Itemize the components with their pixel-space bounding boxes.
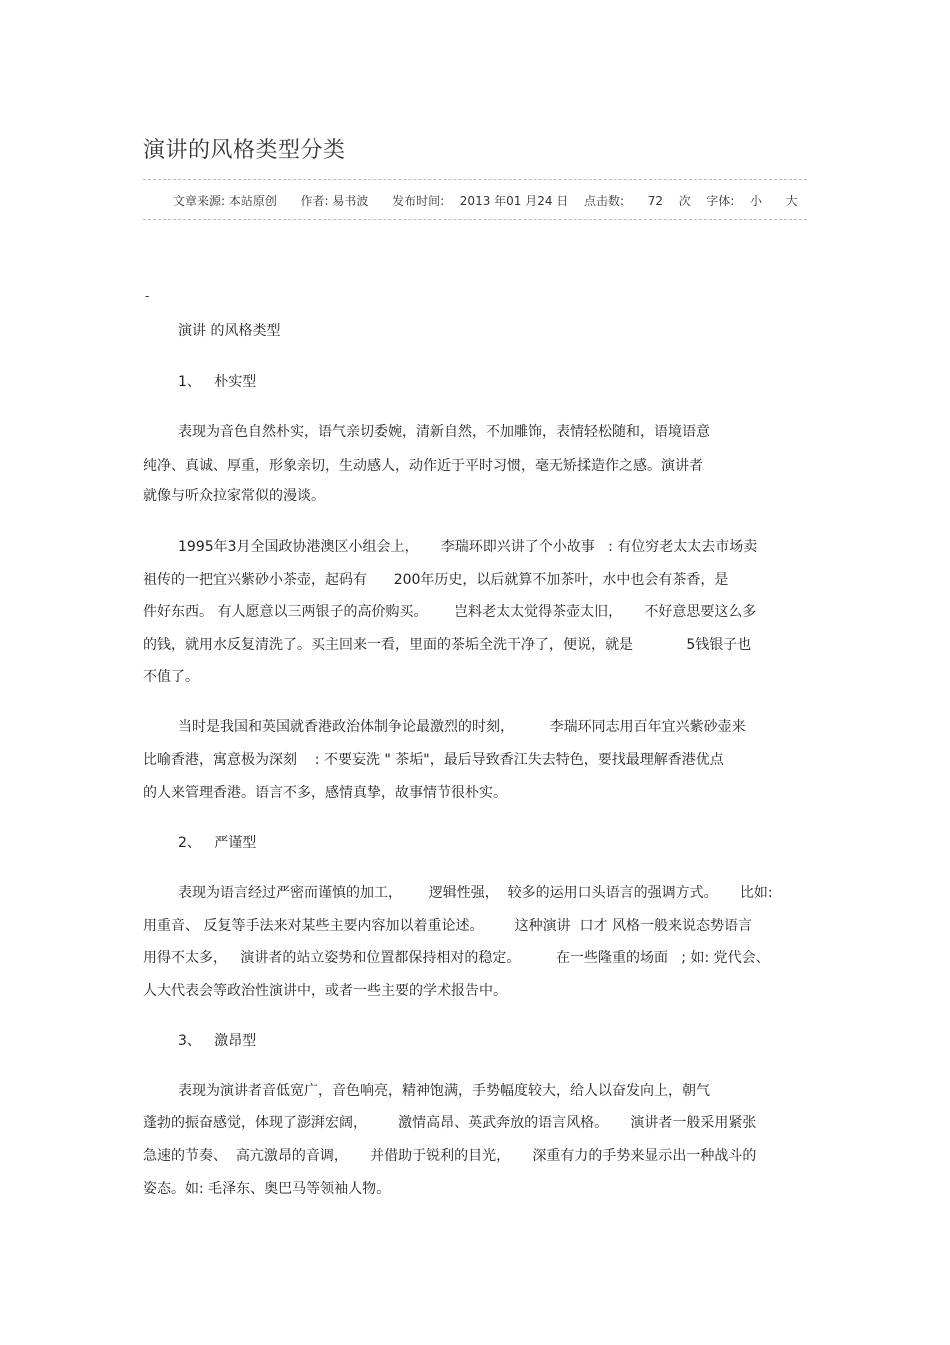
meta-divider xyxy=(143,219,807,220)
body-line: 纯净、真诚、厚重，形象亲切，生动感人，动作近于平时习惯，毫无矫揉造作之感。演讲者 xyxy=(143,458,703,474)
author-value: 易书波 xyxy=(332,194,369,208)
date-label: 发布时间: xyxy=(392,194,445,208)
body-line: 的钱，就用水反复清洗了。买主回来一看，里面的茶垢全洗干净了，便说，就是 5钱银子也 xyxy=(143,637,752,653)
body-line: 1995年3月全国政协港澳区小组会上， 李瑞环即兴讲了个小故事 : 有位穷老太太去市场卖 xyxy=(178,539,758,555)
font-small-link[interactable]: 小 xyxy=(750,194,763,208)
body-line: 的人来管理香港。语言不多，感情真挚，故事情节很朴实。 xyxy=(143,785,507,801)
author-label: 作者: xyxy=(300,194,329,208)
clicks-unit: 次 xyxy=(678,194,691,208)
body-line: 人大代表会等政治性演讲中，或者一些主要的学术报告中。 xyxy=(143,983,507,999)
body-line: 演讲 的风格类型 xyxy=(178,323,281,339)
body-line: 当时是我国和英国就香港政治体制争论最激烈的时刻， 李瑞环同志用百年宜兴紫砂壶来 xyxy=(178,719,746,735)
body-line: 比喻香港，寓意极为深刻 : 不要妄洗 " 茶垢"，最后导致香江失去特色，要找最理解香港优点 xyxy=(143,752,724,768)
date-value: 2013 年01 月24 日 xyxy=(459,194,569,208)
body-line: 姿态。如: 毛泽东、奥巴马等领袖人物。 xyxy=(143,1181,391,1197)
body-line: 不值了。 xyxy=(143,669,199,685)
body-line: 就像与听众拉家常似的漫谈。 xyxy=(143,488,325,504)
body-line: 祖传的一把宜兴紫砂小茶壶，起码有 200年历史，以后就算不加茶叶，水中也会有茶香，是 xyxy=(143,572,729,588)
body-line: 件好东西。 有人愿意以三两银子的高价购买。 岂料老太太觉得茶壶太旧， 不好意思要这么多 xyxy=(143,604,757,620)
body-line: 1、 朴实型 xyxy=(178,374,257,390)
body-line: 用得不太多， 演讲者的站立姿势和位置都保持相对的稳定。 在一些隆重的场面 ; 如: 党代会、 xyxy=(143,950,770,966)
body-line: 表现为演讲者音低宽广，音色响亮，精神饱满，手势幅度较大，给人以奋发向上，朝气 xyxy=(178,1083,710,1099)
font-size-label: 字体: xyxy=(706,194,735,208)
font-large-link[interactable]: 大 xyxy=(785,194,798,208)
clicks-value: 72 xyxy=(647,194,663,208)
body-line: 表现为音色自然朴实，语气亲切委婉，清新自然，不加雕饰，表情轻松随和，语境语意 xyxy=(178,424,710,440)
body-line: 蓬勃的振奋感觉，体现了澎湃宏阔， 激情高昂、英武奔放的语言风格。 演讲者一般采用紧张 xyxy=(143,1115,757,1131)
clicks-label: 点击数: xyxy=(583,194,625,208)
article-meta xyxy=(173,192,798,209)
stray-mark: - xyxy=(145,289,150,303)
body-line: 3、 激昂型 xyxy=(178,1033,257,1049)
source-label: 文章来源: xyxy=(173,194,226,208)
body-line: 2、 严谨型 xyxy=(178,835,257,851)
body-line: 急速的节奏、 高亢激昂的音调， 并借助于锐利的目光， 深重有力的手势来显示出一种战斗的 xyxy=(143,1148,757,1164)
source-value: 本站原创 xyxy=(228,194,277,208)
article-title: 演讲的风格类型分类 xyxy=(143,138,346,163)
body-line: 用重音、 反复等手法来对某些主要内容加以着重论述。 这种演讲 口才 风格一般来说态势语言 xyxy=(143,918,752,934)
title-divider xyxy=(143,179,807,180)
body-line: 表现为语言经过严密而谨慎的加工， 逻辑性强， 较多的运用口头语言的强调方式。 比如: xyxy=(178,885,773,901)
